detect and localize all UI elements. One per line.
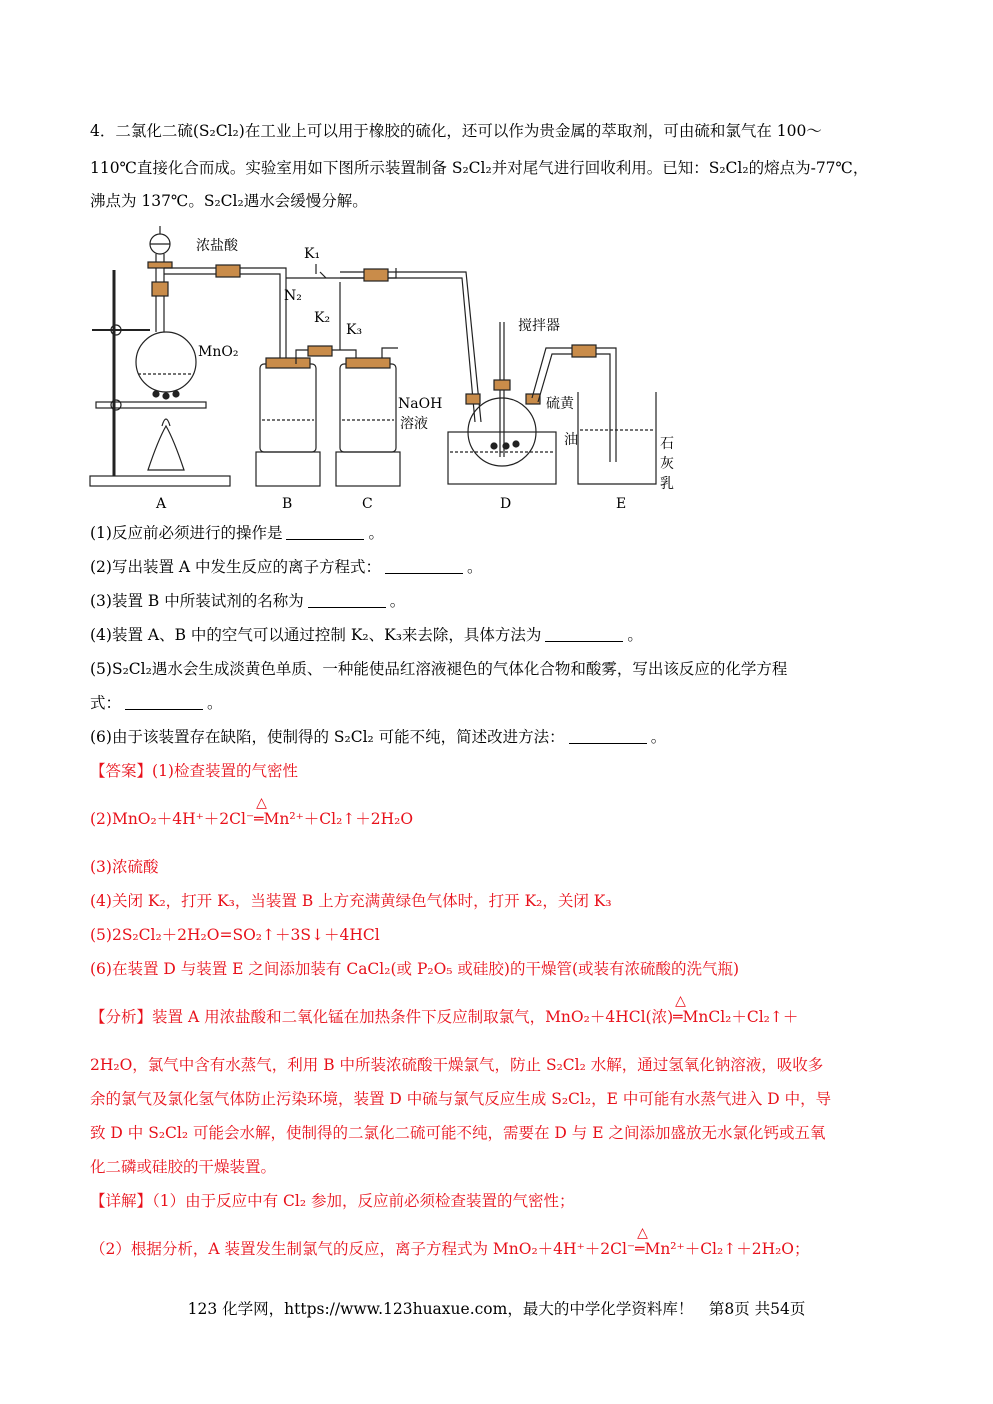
subquestion-2: (2)写出装置 A 中发生反应的离子方程式： 。 [90,558,483,576]
label-stirrer: 搅拌器 [518,318,560,334]
analysis-line-5: 化二磷或硅胶的干燥装置。 [90,1158,277,1176]
subquestion-6: (6)由于该装置存在缺陷，使制得的 S₂Cl₂ 可能不纯，简述改进方法： 。 [90,728,667,746]
label-b: B [282,496,293,512]
answer-blank[interactable] [286,525,364,540]
label-mno2: MnO₂ [198,344,239,360]
heat-equals-sign: △ ═ [673,993,686,1026]
subquestion-5a: (5)S₂Cl₂遇水会生成淡黄色单质、一种能使品红溶液褪色的气体化合物和酸雾，写出该反应的化学方程 [90,660,788,678]
answer-3: (3)浓硫酸 [90,858,159,876]
heat-equals-sign: △ ═ [635,1225,648,1258]
analysis-tag: 【分析】 [90,1008,153,1026]
answer-2: (2)MnO₂＋4H⁺＋2Cl⁻ △ ═Mn²⁺＋Cl₂↑＋2H₂O [90,795,414,828]
answer-5: (5)2S₂Cl₂＋2H₂O=SO₂↑＋3S↓＋4HCl [90,926,380,944]
subquestion-1: (1)反应前必须进行的操作是 。 [90,524,384,542]
answer-blank[interactable] [308,593,386,608]
heat-equals-sign: △ ═ [254,795,267,828]
label-n2: N₂ [284,288,302,304]
question-line-2: 110℃直接化合而成。实验室用如下图所示装置制备 S₂Cl₂并对尾气进行回收利用。已知：S₂Cl₂的熔点为-77℃， [90,159,869,177]
flask-a [136,332,196,392]
subquestion-4: (4)装置 A、B 中的空气可以通过控制 K₂、K₃来去除，具体方法为 。 [90,626,643,644]
page-footer: 123 化学网，https://www.123huaxue.com，最大的中学化学资料库！ 第8页 共54页 [187,1300,806,1318]
label-k1: K₁ [304,246,321,262]
answer-blank[interactable] [385,559,463,574]
answer-tag: 【答案】 [90,762,153,780]
label-sulfur: 硫黄 [546,396,574,412]
block-b [256,452,320,486]
label-lime-1: 石 [660,436,674,452]
bottle-c [340,364,396,452]
stand-base [90,476,230,486]
label-d: D [500,496,512,512]
answer-1: 【答案】(1)检查装置的气密性 [90,762,298,780]
analysis-line-3: 余的氯气及氯化氢气体防止污染环境，装置 D 中硫与氯气反应生成 S₂Cl₂，E 中可能有水蒸气进入 D 中，导 [90,1090,832,1108]
question-line-1: 4．二氯化二硫(S₂Cl₂)在工业上可以用于橡胶的硫化，还可以作为贵金属的萃取剂，可由硫和氯气在 100～ [90,122,822,140]
answer-4: (4)关闭 K₂，打开 K₃，当装置 B 上方充满黄绿色气体时，打开 K₂，关闭 K₃ [90,892,612,910]
label-solution: 溶液 [400,416,428,432]
label-e: E [616,496,627,512]
beaker-e [578,392,656,484]
analysis-line-4: 致 D 中 S₂Cl₂ 可能会水解，使制得的二氯化二硫可能不纯，需要在 D 与 E 之间添加盛放无水氯化钙或五氧 [90,1124,826,1142]
label-a: A [156,496,167,512]
label-conc-hcl: 浓盐酸 [196,238,238,254]
label-oil: 油 [564,432,578,448]
analysis-line-1: 【分析】装置 A 用浓盐酸和二氧化锰在加热条件下反应制取氯气，MnO₂＋4HCl(浓) △ ═MnCl₂＋Cl₂↑＋ [90,993,799,1026]
answer-blank[interactable] [569,729,647,744]
subquestion-3: (3)装置 B 中所装试剂的名称为 。 [90,592,406,610]
bottle-b [260,364,316,452]
block-c [336,452,400,486]
alcohol-lamp [148,426,184,470]
detail-line-2: （2）根据分析，A 装置发生制氯气的反应，离子方程式为 MnO₂＋4H⁺＋2Cl⁻ △ ═Mn²⁺＋Cl₂↑＋2H₂O； [90,1225,810,1258]
detail-line-1: 【详解】（1）由于反应中有 Cl₂ 参加，反应前必须检查装置的气密性； [90,1192,575,1210]
label-c: C [362,496,373,512]
analysis-line-2: 2H₂O，氯气中含有水蒸气，利用 B 中所装浓硫酸干燥氯气，防止 S₂Cl₂ 水解，通过氢氧化钠溶液，吸收多 [90,1056,824,1074]
oil-bath [448,432,556,484]
label-k2: K₂ [314,310,331,326]
detail-tag: 【详解】 [90,1192,153,1210]
apparatus-diagram [86,222,716,518]
answer-blank[interactable] [125,695,203,710]
label-lime-3: 乳 [660,476,674,492]
question-line-3: 沸点为 137℃。S₂Cl₂遇水会缓慢分解。 [90,192,368,210]
label-lime-2: 灰 [660,456,674,472]
label-naoh: NaOH [398,396,443,412]
subquestion-5b: 式： 。 [90,694,223,712]
answer-6: (6)在装置 D 与装置 E 之间添加装有 CaCl₂(或 P₂O₅ 或硅胶)的干燥管(或装有浓硫酸的洗气瓶) [90,960,740,978]
label-k3: K₃ [346,322,363,338]
answer-blank[interactable] [545,627,623,642]
